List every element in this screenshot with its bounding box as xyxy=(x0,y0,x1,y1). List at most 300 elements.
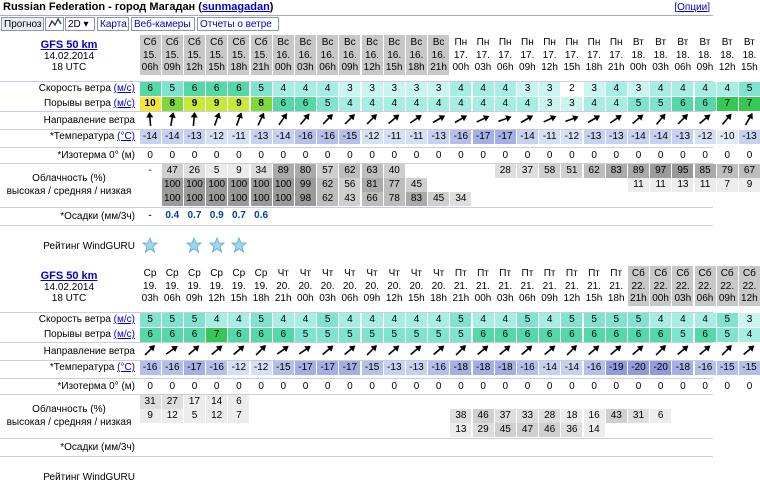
cell-iso: 0 xyxy=(591,150,597,161)
header-days: Ср xyxy=(187,268,201,279)
cell-cl_mid: 100 xyxy=(251,178,272,192)
cell-cl_high: 85 xyxy=(695,164,716,178)
cell-precip: - xyxy=(148,210,152,221)
header-hours: 09h xyxy=(541,293,558,304)
cell-cl_low xyxy=(739,423,760,437)
cell-cl_low xyxy=(606,192,627,206)
cell-temp: -11 xyxy=(406,130,427,144)
header-hours: 18h xyxy=(252,293,270,304)
cell-cl_mid xyxy=(273,409,294,423)
header-hours: 12h xyxy=(741,293,758,304)
cell-wind: 4 xyxy=(362,313,383,327)
header-days: Вт xyxy=(632,37,644,48)
cell-cl_high: 67 xyxy=(739,164,760,178)
header-days: Пн xyxy=(476,37,490,48)
user-link[interactable]: sunmagadan xyxy=(201,1,270,13)
cell-wind: 4 xyxy=(406,313,427,327)
cell-gust: 4 xyxy=(362,97,383,111)
cell-precip xyxy=(273,209,294,223)
cell-gust: 6 xyxy=(672,97,693,111)
cell-temp: -16 xyxy=(162,361,183,375)
wind-direction-arrow xyxy=(472,342,494,358)
cell-temp: -17 xyxy=(495,130,516,144)
cell-cl_high: 95 xyxy=(672,164,693,178)
cell-cl_mid: 100 xyxy=(184,178,205,192)
wind-speed-label: Скорость ветра (м/с) xyxy=(38,83,135,94)
cell-precip xyxy=(561,209,582,223)
header-dates: 22. xyxy=(742,280,757,292)
cell-iso: 0 xyxy=(435,381,442,392)
header-days: Сб xyxy=(742,268,756,279)
cell-gust: 4 xyxy=(450,97,471,111)
cell-wind: 4 xyxy=(672,313,693,327)
cell-iso: 0 xyxy=(480,381,486,392)
cell-cl_mid: 13 xyxy=(672,178,693,192)
cell-cl_low: 45 xyxy=(428,192,449,206)
row-divider xyxy=(0,312,713,313)
cell-iso: 0 xyxy=(724,381,731,392)
cell-cl_mid: 11 xyxy=(650,178,671,192)
cell-wind: 4 xyxy=(228,313,249,327)
cell-cl_mid: 12 xyxy=(206,409,227,423)
cell-cl_low: 100 xyxy=(206,192,227,206)
cell-wind: 3 xyxy=(739,313,760,327)
cell-cl_mid: 18 xyxy=(561,409,582,423)
wind-direction-arrow xyxy=(317,342,339,358)
cell-precip xyxy=(584,440,605,454)
header-dates: 16. xyxy=(409,49,424,61)
cell-wind: 3 xyxy=(517,82,538,96)
header-hours: 00h xyxy=(452,62,470,73)
header-dates: 18. xyxy=(631,49,646,61)
cell-wind: 3 xyxy=(362,82,383,96)
cell-iso: 0 xyxy=(347,381,353,392)
cell-iso: 0 xyxy=(191,381,198,392)
cell-gust: 6 xyxy=(251,328,272,342)
cell-wind: 4 xyxy=(495,313,516,327)
header-days: Сб xyxy=(698,268,712,279)
direction-label: Направление ветра xyxy=(43,115,135,126)
cell-cl_mid: 11 xyxy=(628,178,649,192)
cell-cl_high: 14 xyxy=(206,395,227,409)
cell-precip xyxy=(228,440,249,454)
header-days: Вс xyxy=(321,37,334,48)
cell-cl_low xyxy=(717,192,738,206)
cell-cl_high xyxy=(517,395,538,409)
header-dates: 16. xyxy=(298,49,313,61)
header-hours: 03h xyxy=(141,293,159,304)
cell-cl_low xyxy=(539,192,560,206)
header-dates: 22. xyxy=(653,280,668,292)
cell-iso: 0 xyxy=(169,381,176,392)
cell-temp: -16 xyxy=(295,130,316,144)
cell-gust: 5 xyxy=(362,328,383,342)
cell-precip xyxy=(695,440,716,454)
cell-gust: 5 xyxy=(450,328,471,342)
cell-cl_high xyxy=(450,164,471,178)
wind-direction-arrow xyxy=(183,111,205,127)
header-hours: 03h xyxy=(297,62,314,73)
cell-cl_low: 13 xyxy=(450,423,471,437)
cell-temp: -17 xyxy=(295,361,316,375)
cell-cl_low xyxy=(428,423,449,437)
cell-gust: 3 xyxy=(561,97,582,111)
cell-cl_mid: 38 xyxy=(450,409,471,423)
header-dates: 17. xyxy=(476,49,490,61)
wind-direction-arrow xyxy=(161,111,183,127)
cell-cl_high: 28 xyxy=(495,164,516,178)
wind-direction-arrow xyxy=(650,111,672,127)
header-hours: 15h xyxy=(741,62,758,73)
row-divider xyxy=(0,163,713,164)
cell-precip: 0.7 xyxy=(231,210,246,221)
header-hours: 21h xyxy=(452,293,470,304)
cell-wind: 3 xyxy=(628,82,649,96)
cell-gust: 5 xyxy=(717,328,738,342)
cell-precip xyxy=(406,209,427,223)
header-days: Вс xyxy=(299,37,312,48)
cell-cl_high xyxy=(295,395,316,409)
header-dates: 19. xyxy=(187,280,202,292)
header-hours: 00h xyxy=(652,293,669,304)
header-dates: 19. xyxy=(254,280,268,292)
cell-iso: 0 xyxy=(502,381,509,392)
cell-precip xyxy=(317,440,338,454)
cell-iso: 0 xyxy=(258,381,264,392)
cell-cl_high xyxy=(539,395,560,409)
model-name[interactable]: GFS 50 km xyxy=(40,39,98,51)
cell-gust: 3 xyxy=(539,97,560,111)
cell-wind: 5 xyxy=(450,313,471,327)
cell-cl_low xyxy=(140,192,161,206)
header-days: Сб xyxy=(143,37,157,48)
cell-cl_low: 100 xyxy=(184,192,205,206)
cell-wind: 4 xyxy=(672,82,693,96)
cell-cl_low xyxy=(162,423,183,437)
cell-temp: -16 xyxy=(428,361,449,375)
cell-cl_mid xyxy=(362,409,383,423)
cell-cl_mid: 37 xyxy=(495,409,516,423)
cell-precip: 0.6 xyxy=(254,210,269,221)
cell-cl_high: 31 xyxy=(140,395,161,409)
cell-iso: 0 xyxy=(524,381,531,392)
cell-cl_mid xyxy=(672,409,693,423)
cell-precip xyxy=(539,440,560,454)
wind-direction-arrow xyxy=(294,111,316,127)
row-divider xyxy=(0,207,713,208)
cell-gust: 5 xyxy=(650,97,671,111)
header-hours: 12h xyxy=(363,62,381,73)
cell-iso: 0 xyxy=(391,381,398,392)
header-hours: 03h xyxy=(496,293,514,304)
header-days: Сб xyxy=(165,37,179,48)
cell-temp: -14 xyxy=(273,130,294,144)
wind-direction-arrow xyxy=(627,111,649,127)
tab-4[interactable]: Отчеты о ветре xyxy=(197,17,279,31)
header-days: Пт xyxy=(521,268,534,279)
cell-temp: -20 xyxy=(650,361,671,375)
header-dates: 18. xyxy=(698,49,712,61)
cell-gust: 9 xyxy=(206,97,227,111)
header-dates: 19. xyxy=(231,280,246,292)
cell-gust: 6 xyxy=(140,328,161,342)
cell-wind: 5 xyxy=(739,82,760,96)
cell-cl_mid xyxy=(140,178,161,192)
cell-wind: 6 xyxy=(206,82,227,96)
cell-cl_high xyxy=(495,395,516,409)
cell-cl_low: 100 xyxy=(228,192,249,206)
cell-temp: -13 xyxy=(739,130,760,144)
cell-cl_low: 45 xyxy=(495,423,516,437)
cell-cl_high: 79 xyxy=(717,164,738,178)
wind-speed-label: Скорость ветра (м/с) xyxy=(38,314,135,325)
cell-cl_high xyxy=(317,395,338,409)
chart-icon[interactable] xyxy=(45,17,64,31)
wind-direction-arrow xyxy=(539,342,561,358)
header-dates: 20. xyxy=(431,280,446,292)
cell-cl_low xyxy=(206,423,227,437)
header-days: Вс xyxy=(388,37,401,48)
wind-direction-arrow xyxy=(139,342,161,358)
cell-cl_low xyxy=(317,423,338,437)
header-dates: 16. xyxy=(431,49,446,61)
cell-temp: -12 xyxy=(251,361,272,375)
cell-gust: 4 xyxy=(495,97,516,111)
cell-wind: 4 xyxy=(428,313,449,327)
cell-gust: 4 xyxy=(473,97,494,111)
header-hours: 12h xyxy=(385,293,403,304)
cell-wind: 4 xyxy=(384,313,405,327)
cell-temp: -12 xyxy=(362,130,383,144)
cell-precip xyxy=(672,440,693,454)
cell-cl_low: 46 xyxy=(539,423,560,437)
header-days: Сб xyxy=(254,37,268,48)
header-days: Ср xyxy=(254,268,268,279)
tab-1[interactable]: 2D ▾ xyxy=(65,17,95,31)
cell-temp: -14 xyxy=(517,130,538,144)
cell-cl_mid xyxy=(295,409,316,423)
cell-cl_mid xyxy=(406,409,427,423)
header-days: Ср xyxy=(165,268,179,279)
wind-direction-arrow xyxy=(428,111,450,127)
cell-cl_high: - xyxy=(148,165,152,176)
cell-cl_high xyxy=(406,164,427,178)
cell-wind: 4 xyxy=(273,313,294,327)
header-days: Пт xyxy=(610,268,623,279)
cell-cl_low: 34 xyxy=(450,192,471,206)
header-hours: 21h xyxy=(430,62,447,73)
header-days: Пн xyxy=(565,37,579,48)
cell-iso: 0 xyxy=(702,381,708,392)
cell-cl_high xyxy=(672,395,693,409)
header-days: Вс xyxy=(410,37,423,48)
cell-cl_low: 83 xyxy=(406,192,427,206)
wind-direction-arrow xyxy=(250,342,272,358)
cell-precip xyxy=(739,440,760,454)
cell-precip xyxy=(339,209,360,223)
cell-temp: -15 xyxy=(739,361,760,375)
cell-iso: 0 xyxy=(680,381,686,392)
cell-gust: 6 xyxy=(473,328,494,342)
wind-direction-arrow xyxy=(494,342,516,358)
cell-cl_low xyxy=(650,192,671,206)
header-dates: 19. xyxy=(209,280,224,292)
cell-iso: 0 xyxy=(524,150,531,161)
cell-precip xyxy=(428,209,449,223)
cell-cl_high xyxy=(428,395,449,409)
cell-cl_low xyxy=(473,192,494,206)
header-hours: 18h xyxy=(230,62,248,73)
header-dates: 21. xyxy=(498,280,513,292)
header-days: Чт xyxy=(277,268,289,279)
header-dates: 17. xyxy=(609,49,624,61)
header-dates: 22. xyxy=(675,280,690,292)
cell-cl_mid: 9 xyxy=(739,178,760,192)
header-dates: 21. xyxy=(609,280,624,292)
cell-gust: 5 xyxy=(428,328,449,342)
cloud-levels-label: высокая / средняя / низкая xyxy=(6,186,132,197)
header-hours: 15h xyxy=(585,293,603,304)
cell-cl_high xyxy=(650,395,671,409)
cell-temp: -13 xyxy=(184,130,205,144)
cell-precip xyxy=(606,440,627,454)
cell-gust: 4 xyxy=(339,97,360,111)
cell-iso: 0 xyxy=(635,150,642,161)
header-dates: 15. xyxy=(231,49,246,61)
cell-cl_mid xyxy=(695,409,716,423)
cell-cl_high: 9 xyxy=(228,164,249,178)
header-dates: 21. xyxy=(476,280,490,292)
cell-cl_high: 58 xyxy=(539,164,560,178)
cell-wind: 2 xyxy=(561,82,582,96)
cell-precip xyxy=(295,440,316,454)
cell-wind: 3 xyxy=(584,82,605,96)
header-days: Вс xyxy=(343,37,356,48)
cell-iso: 0 xyxy=(280,150,287,161)
cell-iso: 0 xyxy=(724,150,731,161)
wind-direction-arrow xyxy=(405,111,427,127)
row-divider xyxy=(0,360,713,361)
tab-3[interactable]: Веб-камеры xyxy=(131,17,195,31)
cell-wind: 4 xyxy=(650,82,671,96)
cell-temp: -17 xyxy=(184,361,205,375)
cell-cl_low: 29 xyxy=(473,423,494,437)
header-hours: 03h xyxy=(319,293,336,304)
header-days: Чт xyxy=(321,268,334,279)
cell-cl_mid xyxy=(473,178,494,192)
header-days: Сб xyxy=(631,268,645,279)
cell-wind: 6 xyxy=(228,82,249,96)
cell-temp: -16 xyxy=(140,361,161,375)
cell-cl_low xyxy=(650,423,671,437)
cell-cl_high: 97 xyxy=(650,164,671,178)
header-days: Чт xyxy=(344,268,356,279)
cell-iso: 0 xyxy=(213,381,220,392)
cell-wind: 5 xyxy=(584,313,605,327)
options-link[interactable]: [Опции] xyxy=(674,2,710,13)
cell-wind: 4 xyxy=(295,313,316,327)
cell-precip xyxy=(672,209,693,223)
header-days: Ср xyxy=(210,268,223,279)
header-days: Чт xyxy=(432,268,445,279)
wind-direction-arrow xyxy=(317,111,339,127)
cell-precip xyxy=(495,209,516,223)
cell-cl_high: 34 xyxy=(251,164,272,178)
cell-wind: 5 xyxy=(628,313,649,327)
cell-iso: 0 xyxy=(480,150,486,161)
wind-direction-arrow xyxy=(494,111,516,127)
wind-direction-arrow xyxy=(250,111,272,127)
temperature-label: *Температура (°C) xyxy=(49,131,135,142)
cell-cl_low: 36 xyxy=(561,423,582,437)
wind-direction-arrow xyxy=(361,111,383,127)
cell-gust: 6 xyxy=(584,328,605,342)
rating-star-icon xyxy=(231,237,247,253)
header-hours: 21h xyxy=(630,293,647,304)
cell-cl_mid: 12 xyxy=(162,409,183,423)
wind-direction-arrow xyxy=(206,342,228,358)
cell-temp: -10 xyxy=(717,130,738,144)
cell-wind: 4 xyxy=(606,82,627,96)
rating-star-icon xyxy=(142,237,158,253)
cell-wind: 4 xyxy=(495,82,516,96)
model-name[interactable]: GFS 50 km xyxy=(40,270,98,282)
cell-temp: -13 xyxy=(428,130,449,144)
header-hours: 15h xyxy=(385,62,403,73)
cell-cl_low xyxy=(495,192,516,206)
header-hours: 03h xyxy=(674,293,692,304)
gusts-label: Порывы ветра (м/с) xyxy=(43,98,135,109)
cell-gust: 5 xyxy=(317,328,338,342)
cell-cl_high xyxy=(739,395,760,409)
cell-precip xyxy=(650,209,671,223)
header-days: Сб xyxy=(654,268,668,279)
header-dates: 20. xyxy=(409,280,424,292)
tab-2[interactable]: Карта xyxy=(97,17,129,31)
cell-temp: -11 xyxy=(228,130,249,144)
cell-iso: 0 xyxy=(680,150,686,161)
header-dates: 19. xyxy=(165,280,180,292)
cell-gust: 6 xyxy=(273,97,294,111)
cell-precip xyxy=(339,440,360,454)
cell-precip xyxy=(206,440,227,454)
cell-precip xyxy=(362,440,383,454)
cell-gust: 6 xyxy=(273,328,294,342)
model-date: 14.02.2014 xyxy=(43,282,95,293)
wind-direction-arrow xyxy=(139,111,161,127)
cell-iso: 0 xyxy=(657,150,664,161)
header-hours: 00h xyxy=(297,293,314,304)
cell-wind: 5 xyxy=(717,313,738,327)
wind-direction-arrow xyxy=(228,111,250,127)
header-hours: 06h xyxy=(519,293,536,304)
tab-0[interactable]: Прогноз xyxy=(1,17,44,31)
cell-wind: 4 xyxy=(650,313,671,327)
header-dates: 15. xyxy=(143,49,157,61)
cell-gust: 7 xyxy=(206,328,227,342)
cell-cl_mid: 16 xyxy=(584,409,605,423)
header-days: Вс xyxy=(277,37,290,48)
header-days: Вт xyxy=(655,37,667,48)
cell-gust: 10 xyxy=(140,97,161,111)
cell-cl_mid: 81 xyxy=(362,178,383,192)
header-hours: 06h xyxy=(319,62,336,73)
header-days: Пт xyxy=(565,268,578,279)
cell-gust: 6 xyxy=(162,328,183,342)
wind-direction-arrow xyxy=(539,111,561,127)
wind-direction-arrow xyxy=(561,342,583,358)
header-days: Вс xyxy=(366,37,378,48)
